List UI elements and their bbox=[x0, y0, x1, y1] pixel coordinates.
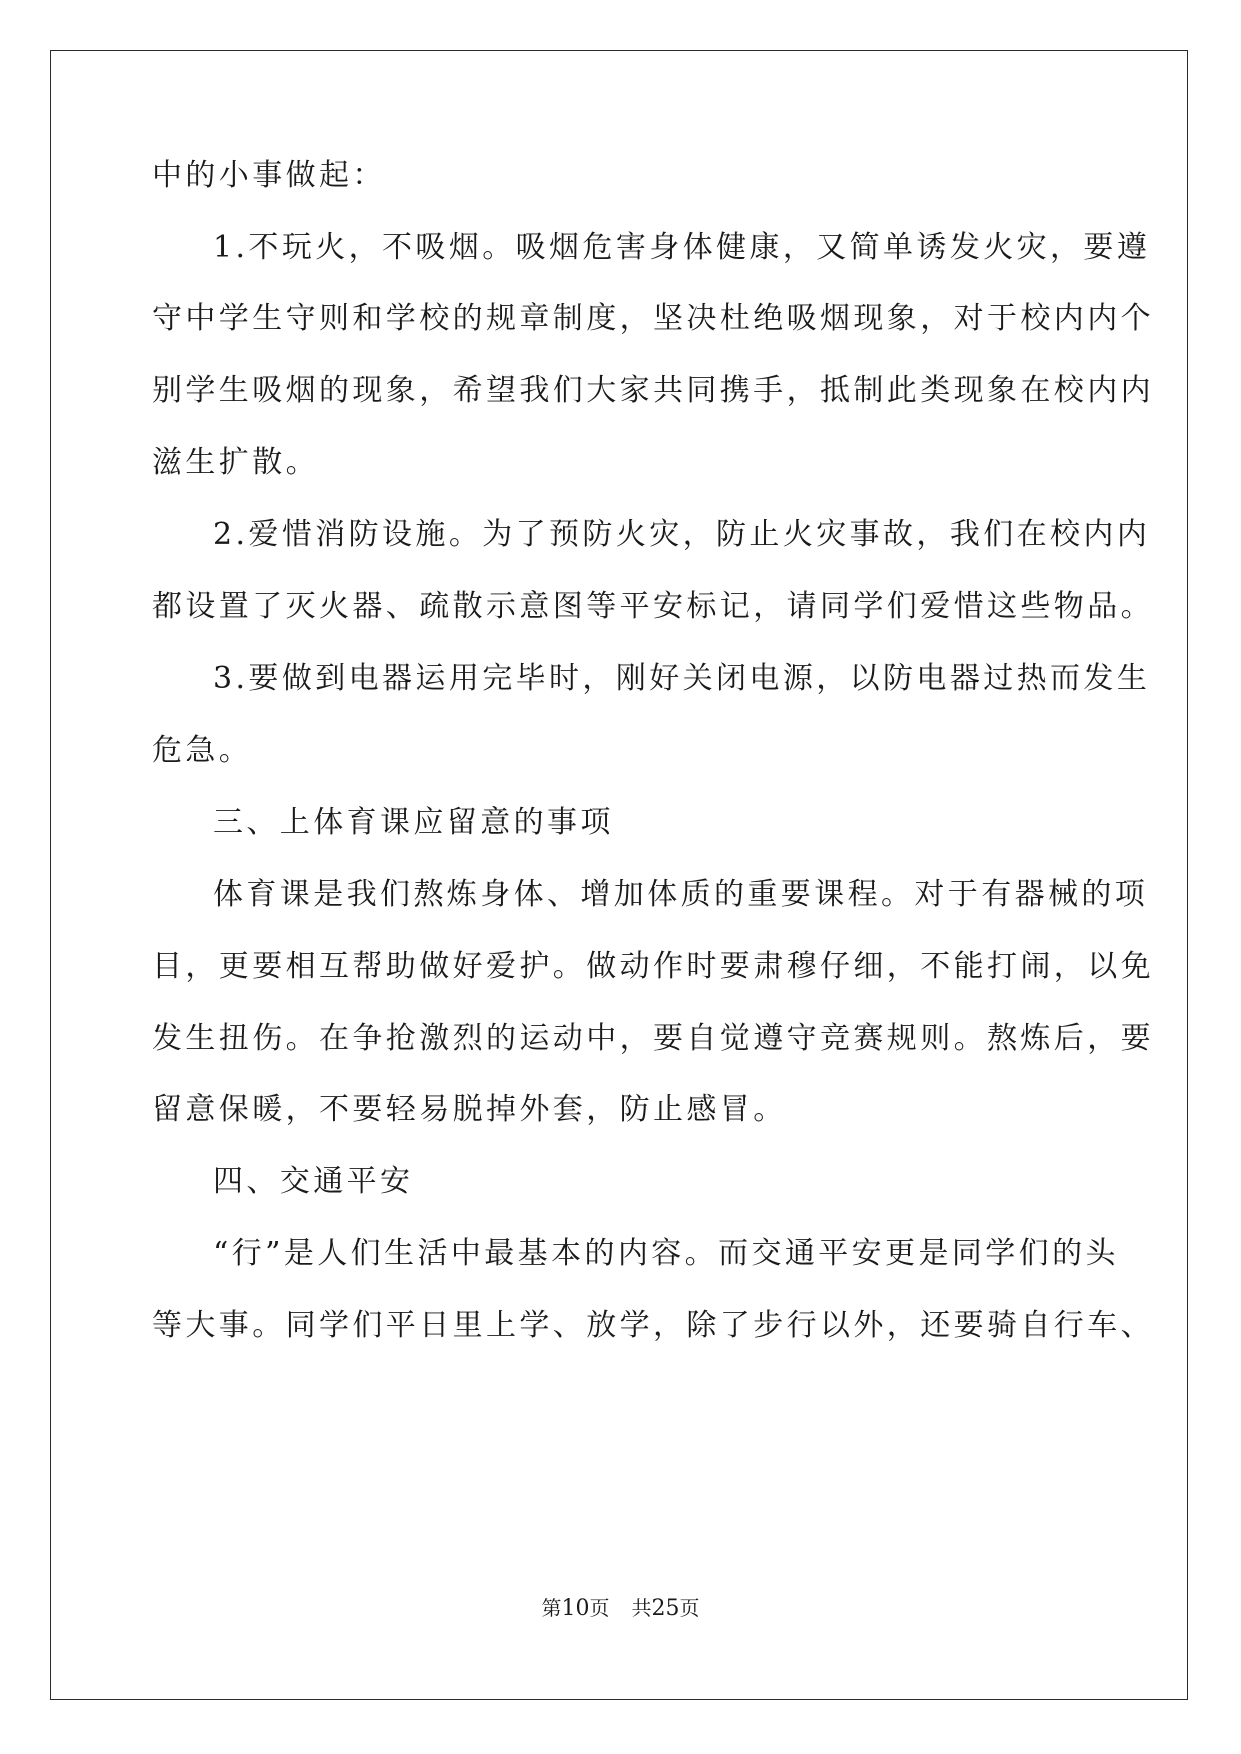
page-footer bbox=[0, 1596, 1241, 1621]
text-line-2: 1.不玩火，不吸烟。吸烟危害身体健康，又简单诱发火灾，要遵 bbox=[213, 230, 1151, 265]
total-suffix: 页 bbox=[679, 1596, 700, 1620]
total-pages: 25 bbox=[651, 1596, 680, 1621]
text-line-16: “行”是人们生活中最基本的内容。而交通平安更是同学们的头 bbox=[213, 1236, 1119, 1271]
text-line-6: 2.爱惜消防设施。为了预防火灾，防止火灾事故，我们在校内内 bbox=[213, 517, 1151, 552]
text-line-9: 危急。 bbox=[152, 733, 253, 768]
text-line-4: 别学生吸烟的现象，希望我们大家共同携手，抵制此类现象在校内内 bbox=[152, 373, 1154, 408]
section-heading-4: 四、交通平安 bbox=[213, 1164, 414, 1199]
page-number: 10 bbox=[561, 1596, 590, 1621]
page-prefix: 第 bbox=[541, 1596, 562, 1620]
text-line-5: 滋生扩散。 bbox=[152, 445, 319, 480]
text-line-11: 体育课是我们熬炼身体、增加体质的重要课程。对于有器械的项 bbox=[213, 877, 1149, 912]
section-heading-3: 三、上体育课应留意的事项 bbox=[213, 805, 614, 840]
text-line-13: 发生扭伤。在争抢激烈的运动中，要自觉遵守竞赛规则。熬炼后，要 bbox=[152, 1021, 1154, 1056]
text-line-12: 目，更要相互帮助做好爱护。做动作时要肃穆仔细，不能打闹，以免 bbox=[152, 949, 1154, 984]
text-line-14: 留意保暖，不要轻易脱掉外套，防止感冒。 bbox=[152, 1092, 787, 1127]
text-line-8: 3.要做到电器运用完毕时，刚好关闭电源，以防电器过热而发生 bbox=[213, 661, 1151, 696]
total-prefix: 共 bbox=[631, 1596, 652, 1620]
text-line-17: 等大事。同学们平日里上学、放学，除了步行以外，还要骑自行车、 bbox=[152, 1308, 1154, 1343]
page-suffix: 页 bbox=[589, 1596, 610, 1620]
text-line-3: 守中学生守则和学校的规章制度，坚决杜绝吸烟现象，对于校内内个 bbox=[152, 301, 1154, 336]
text-line-1: 中的小事做起： bbox=[152, 158, 386, 193]
text-line-7: 都设置了灭火器、疏散示意图等平安标记，请同学们爱惜这些物品。 bbox=[152, 589, 1154, 624]
